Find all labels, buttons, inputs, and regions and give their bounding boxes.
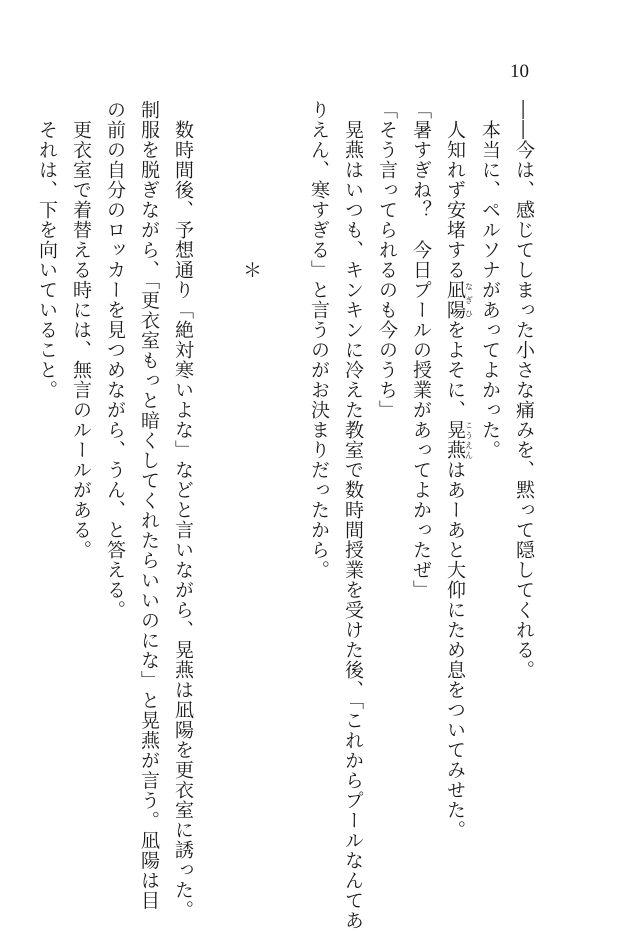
paragraph: 本当に、ペルソナがあってよかった。 bbox=[479, 100, 501, 460]
paragraph: の前の自分のロッカーを見つめながら、うん、と答える。 bbox=[104, 100, 126, 620]
ruby-base: 凪陽 bbox=[444, 280, 466, 320]
paragraph: ――今は、感じてしまった小さな痛みを、黙って隠してくれる。 bbox=[513, 100, 535, 680]
blank-line bbox=[200, 100, 234, 820]
paragraph: 更衣室で着替える時には、無言のルールがある。 bbox=[70, 100, 92, 560]
ruby-nagihi bbox=[444, 280, 474, 320]
ruby-koen bbox=[444, 420, 474, 460]
text-run: をよそに、 bbox=[444, 320, 466, 420]
text-run: 人知れず安堵する bbox=[444, 100, 466, 280]
ruby-base: 晃燕 bbox=[444, 420, 466, 460]
blank-line bbox=[268, 100, 302, 820]
paragraph: 制服を脱ぎながら、「更衣室もっと暗くしてくれたらいいのにな」と晃燕が言う。凪陽は目 bbox=[138, 100, 160, 911]
paragraph: 数時間後、予想通り「絶対寒いよな」などと言いながら、晃燕は凪陽を更衣室に誘った。 bbox=[172, 100, 194, 920]
page-number: 10 bbox=[510, 61, 529, 82]
paragraph: 「そう言ってられるのも今のうち」 bbox=[376, 100, 398, 420]
ruby-reading: なぎひ bbox=[464, 280, 474, 320]
paragraph bbox=[438, 100, 474, 840]
paragraph: 「暑すぎね？ 今日プールの授業があってよかったぜ」 bbox=[410, 100, 432, 600]
section-break: ＊ bbox=[240, 260, 262, 280]
text-run: はあーあと大仰にため息をついてみせた。 bbox=[444, 460, 466, 840]
ruby-reading: こうえん bbox=[464, 420, 474, 460]
paragraph: 晃燕はいつも、キンキンに冷えた教室で数時間授業を受けた後、「これからプールなんてあ bbox=[342, 100, 364, 931]
paragraph: それは、下を向いていること。 bbox=[36, 100, 58, 400]
paragraph: りえん、寒すぎる」と言うのがお決まりだったから。 bbox=[308, 100, 330, 580]
novel-text bbox=[30, 100, 541, 931]
